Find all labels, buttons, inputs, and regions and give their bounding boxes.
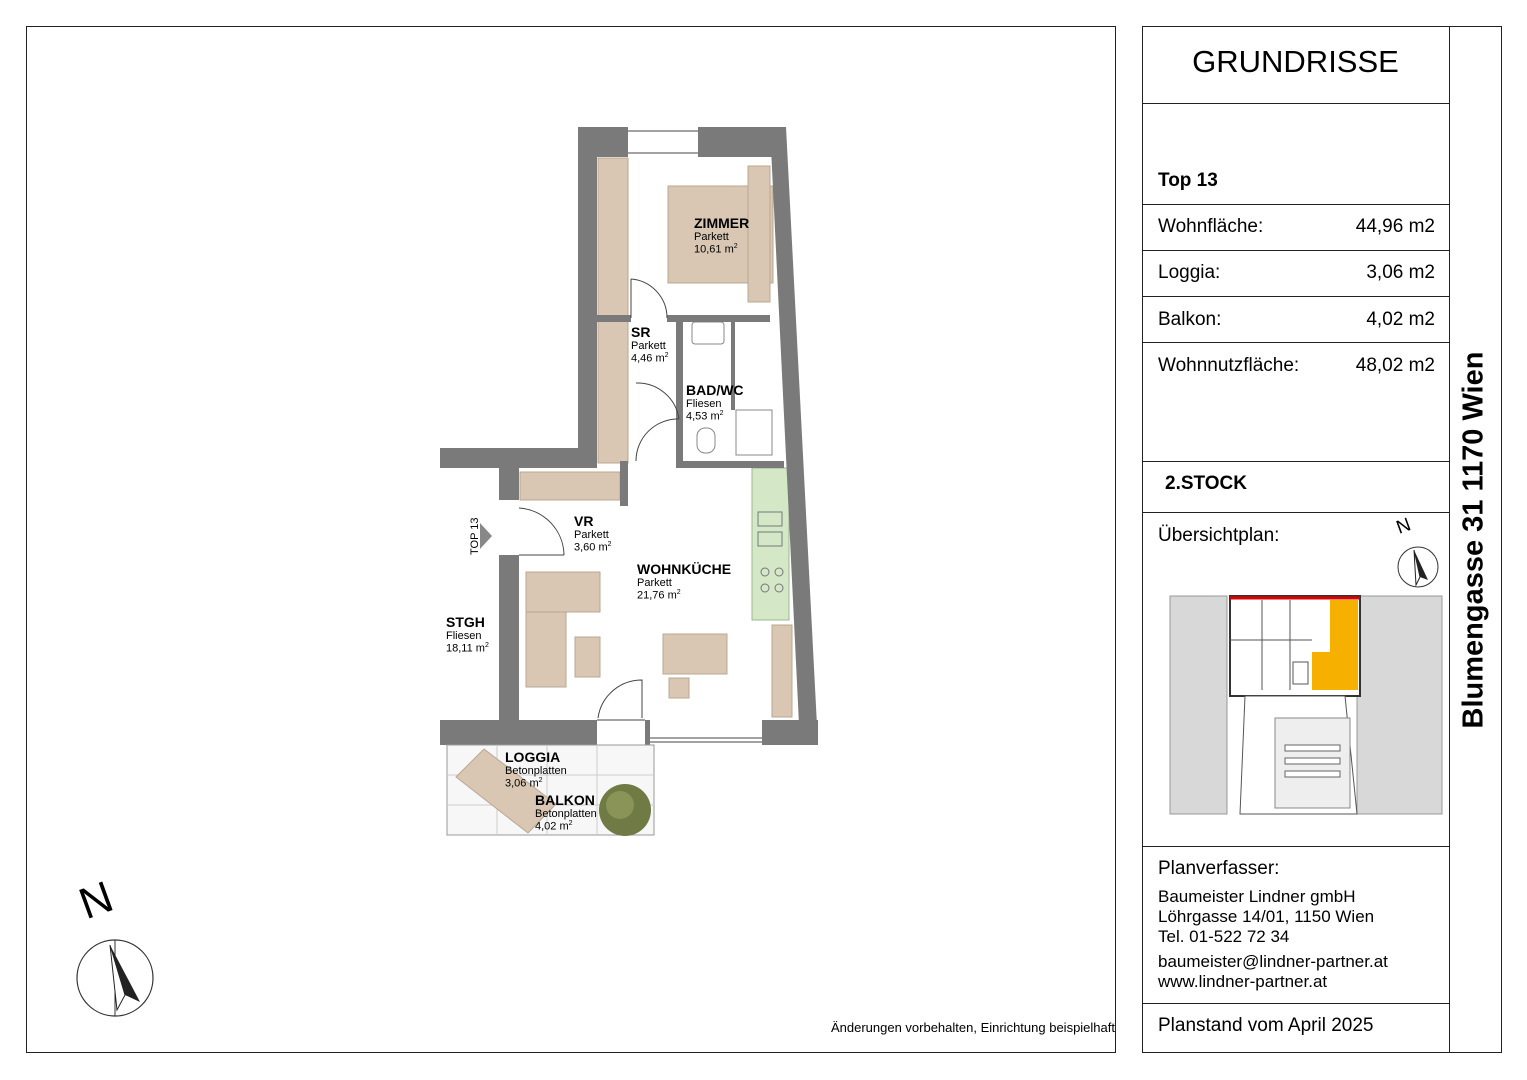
room-area: 21,76 m bbox=[637, 589, 677, 602]
room-floor: Fliesen bbox=[446, 630, 482, 642]
room-vr bbox=[574, 513, 612, 554]
room-name: BAD/WC bbox=[686, 382, 744, 398]
wall bbox=[667, 315, 770, 322]
wall bbox=[499, 555, 519, 720]
row-value: 3,06 m2 bbox=[1366, 262, 1435, 283]
author-line: Tel. 01-522 72 34 bbox=[1158, 927, 1290, 946]
room-stgh bbox=[446, 614, 489, 655]
room-floor: Parkett bbox=[631, 340, 666, 352]
author-website: www.lindner-partner.at bbox=[1158, 972, 1328, 991]
area-unit-sup: 2 bbox=[676, 589, 681, 596]
area-unit-sup: 2 bbox=[484, 642, 489, 649]
toilet-icon bbox=[697, 428, 715, 453]
room-balkon bbox=[535, 792, 597, 833]
room-area: 4,02 m bbox=[535, 820, 569, 833]
overview-label: Übersichtplan: bbox=[1158, 525, 1280, 546]
row-label: Wohnfläche: bbox=[1158, 216, 1264, 237]
wall bbox=[645, 720, 650, 745]
sofa-back bbox=[526, 572, 600, 612]
address: Blumengasse 31 1170 Wien bbox=[1457, 351, 1490, 729]
area-unit-sup: 2 bbox=[568, 820, 573, 827]
disclaimer-note: Änderungen vorbehalten, Einrichtung beispielhaft bbox=[830, 1020, 1115, 1035]
floor-label: 2.STOCK bbox=[1165, 473, 1248, 494]
row-label: Wohnnutzfläche: bbox=[1158, 355, 1300, 376]
overview-north-letter: N bbox=[1393, 514, 1414, 539]
room-floor: Betonplatten bbox=[505, 765, 567, 777]
wall bbox=[499, 468, 519, 500]
room-loggia bbox=[505, 749, 567, 790]
room-area: 18,11 m bbox=[446, 642, 485, 655]
plan-date: Planstand vom April 2025 bbox=[1158, 1015, 1374, 1036]
room-name: STGH bbox=[446, 614, 485, 630]
row-label: Loggia: bbox=[1158, 262, 1221, 283]
furniture bbox=[520, 158, 792, 717]
row-value: 44,96 m2 bbox=[1355, 216, 1435, 237]
wall bbox=[762, 720, 818, 745]
row-value: 48,02 m2 bbox=[1355, 355, 1435, 376]
entry-label: TOP 13 bbox=[469, 517, 481, 555]
washbasin-icon bbox=[692, 322, 724, 344]
room-name: LOGGIA bbox=[505, 749, 561, 765]
kitchen bbox=[752, 468, 789, 620]
armchair bbox=[575, 637, 600, 677]
room-zimmer bbox=[694, 215, 749, 256]
unit-label: Top 13 bbox=[1158, 170, 1218, 191]
row-label: Balkon: bbox=[1158, 309, 1222, 330]
room-name: ZIMMER bbox=[694, 215, 750, 231]
room-area: 10,61 m bbox=[694, 243, 734, 256]
wall bbox=[440, 448, 597, 468]
row-value: 4,02 m2 bbox=[1366, 309, 1435, 330]
room-area: 4,53 m bbox=[686, 410, 720, 423]
wardrobe-zimmer bbox=[598, 158, 628, 320]
wall bbox=[440, 720, 597, 745]
room-area: 4,46 m bbox=[631, 352, 665, 365]
chair bbox=[669, 678, 689, 698]
room-name: SR bbox=[631, 324, 651, 340]
compass-icon bbox=[77, 940, 153, 1016]
area-unit-sup: 2 bbox=[607, 541, 612, 548]
room-floor: Parkett bbox=[637, 577, 672, 589]
room-floor: Fliesen bbox=[686, 398, 722, 410]
dining-table bbox=[663, 634, 727, 674]
room-sr bbox=[631, 324, 669, 365]
room-floor: Betonplatten bbox=[535, 808, 597, 820]
sheet-title: GRUNDRISSE bbox=[1192, 44, 1399, 79]
author-email: baumeister@lindner-partner.at bbox=[1158, 952, 1388, 971]
plan-north-letter: N bbox=[72, 872, 120, 929]
room-floor: Parkett bbox=[694, 231, 729, 243]
entry-arrow-icon bbox=[480, 523, 492, 549]
author-line: Löhrgasse 14/01, 1150 Wien bbox=[1158, 907, 1375, 926]
overview-map bbox=[1170, 547, 1442, 814]
author-line: Baumeister Lindner gmbH bbox=[1158, 887, 1356, 906]
area-unit-sup: 2 bbox=[733, 243, 738, 250]
room-wohnkueche bbox=[637, 561, 731, 602]
wall bbox=[676, 461, 784, 468]
room-bad bbox=[686, 382, 744, 423]
room-name: VR bbox=[574, 513, 594, 529]
sofa-side bbox=[526, 612, 566, 687]
wall bbox=[676, 322, 683, 468]
room-name: WOHNKÜCHE bbox=[637, 561, 732, 577]
wall bbox=[597, 315, 631, 322]
wardrobe-vr bbox=[520, 472, 620, 500]
author-heading: Planverfasser: bbox=[1158, 858, 1280, 879]
sideboard bbox=[772, 625, 792, 717]
room-name: BALKON bbox=[535, 792, 595, 808]
area-unit-sup: 2 bbox=[538, 777, 543, 784]
area-unit-sup: 2 bbox=[719, 410, 724, 417]
room-area: 3,60 m bbox=[574, 541, 608, 554]
wall bbox=[578, 127, 597, 467]
bed-side bbox=[748, 166, 770, 302]
area-unit-sup: 2 bbox=[664, 352, 669, 359]
wall bbox=[620, 461, 628, 506]
room-floor: Parkett bbox=[574, 529, 609, 541]
room-area: 3,06 m bbox=[505, 777, 539, 790]
wardrobe-sr bbox=[598, 321, 628, 463]
